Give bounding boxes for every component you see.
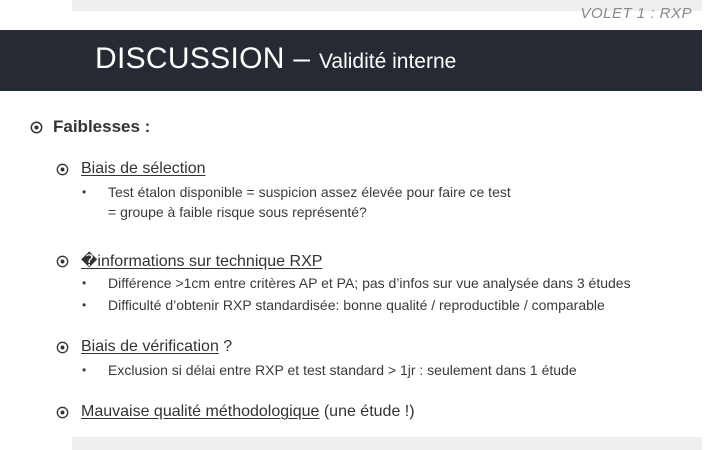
sub-point bbox=[82, 182, 511, 222]
list-item bbox=[56, 403, 415, 421]
circled-dot-icon bbox=[56, 341, 69, 354]
title-sub: Validité interne bbox=[318, 50, 457, 73]
list-item bbox=[56, 160, 206, 178]
list-item bbox=[56, 251, 322, 271]
item-title bbox=[81, 403, 415, 421]
item-title-link[interactable]: Biais de vérification bbox=[81, 338, 219, 355]
circled-dot-icon bbox=[30, 121, 43, 134]
weaknesses-heading: Faiblesses : bbox=[53, 117, 151, 136]
list-item bbox=[56, 338, 232, 356]
bullet-dot: • bbox=[82, 298, 87, 312]
item-title bbox=[81, 338, 232, 356]
item-title-link[interactable]: Biais de sélection bbox=[81, 160, 206, 177]
sub-point-text: Test étalon disponible = suspicion assez élevée pour faire ce test = groupe à faible risque sous représenté? bbox=[108, 184, 511, 220]
sub-point-text: Difficulté d’obtenir RXP standardisée: bonne qualité / reproductible / comparable bbox=[108, 297, 605, 313]
item-title bbox=[81, 160, 206, 178]
weaknesses-heading-row bbox=[30, 117, 150, 137]
item-suffix: ? bbox=[218, 338, 233, 355]
item-title bbox=[81, 251, 322, 271]
circled-dot-icon bbox=[56, 255, 69, 268]
circled-dot-icon bbox=[56, 163, 69, 176]
slide-title bbox=[95, 44, 456, 74]
bullet-dot: • bbox=[82, 276, 87, 290]
item-title-link[interactable]: �informations sur technique RXP bbox=[81, 253, 323, 270]
sub-point-text: Différence >1cm entre critères AP et PA; pas d’infos sur vue analysée dans 3 études bbox=[108, 275, 631, 291]
sub-point bbox=[82, 273, 631, 293]
title-main: DISCUSSION – bbox=[95, 42, 319, 75]
circled-dot-icon bbox=[56, 406, 69, 419]
section-label: VOLET 1 : RXP bbox=[580, 5, 692, 22]
sub-point bbox=[82, 360, 577, 380]
sub-point-text: Exclusion si délai entre RXP et test standard > 1jr : seulement dans 1 étude bbox=[108, 362, 577, 378]
sub-point bbox=[82, 295, 605, 315]
item-title-link[interactable]: Mauvaise qualité méthodologique bbox=[81, 403, 320, 420]
bottom-decor-strip bbox=[72, 437, 702, 450]
bullet-dot: • bbox=[82, 185, 87, 199]
bullet-dot: • bbox=[82, 363, 87, 377]
item-suffix: (une étude !) bbox=[319, 403, 415, 420]
title-bar bbox=[0, 30, 702, 91]
